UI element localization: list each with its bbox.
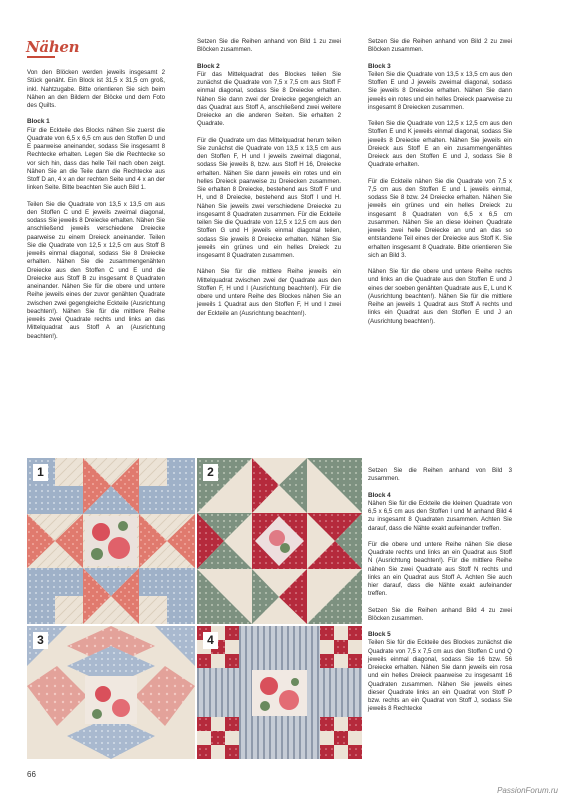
- block1-heading: Block 1: [27, 118, 50, 126]
- block4-paragraph-2: Für die obere und untere Reihe nähen Sie diese Quadrate rechts und links an ein Quadrat aus Stoff N (Ausrichtung beachten!). Für die mittlere Reihe nähen Sie zwei Quadrate aus Stoff N rechts und links an ein Quadrat aus Stoff A. Achten Sie auch hier darauf, dass die Nähte exakt aufeinander treffen.: [368, 540, 512, 598]
- quilt-block-photo-1: [27, 458, 195, 624]
- text-column-3: [368, 38, 512, 334]
- watermark: PassionForum.ru: [497, 786, 558, 795]
- block3-paragraph-2: Teilen Sie die Quadrate von 12,5 x 12,5 cm aus den Stoffen E und K jeweils einmal diagonal, sodass Sie jeweils 8 Dreiecke erhalten. Nähen Sie jeweils ein Dreieck aus Stoff E an ein zusammengenähtes Dreieck aus den Stoffen E und J, sodass Sie 8 Quadrate erhalten.: [368, 120, 512, 169]
- block2-paragraph-1: Für das Mittelquadrat des Blockes teilen Sie zunächst die Quadrate von 7,5 x 7,5 cm aus Stoff F einmal diagonal, sodass Sie 8 Dreiecke erhalten. Nähen Sie dann zwei der Dreiecke gegengleich an das Quadrat aus Stoff A, anschließend zwei weitere Dreiecke an die anderen Seiten. Sie erhalten 2 Quadrate.: [197, 70, 341, 128]
- block5-heading: Block 5: [368, 631, 391, 638]
- block2-closing: Setzen Sie die Reihen anhand von Bild 2 zu zwei Blöcken zusammen.: [368, 38, 512, 54]
- block1-closing: Setzen Sie die Reihen anhand von Bild 1 zu zwei Blöcken zusammen.: [197, 38, 341, 54]
- block3-paragraph-4: Nähen Sie für die obere und untere Reihe rechts und links an die Quadrate aus den Stoffen E und J eines der soeben genähten Quadrate aus E, L und K (Ausrichtung beachten!). Nähen Sie für die mittlere Reihe an jeweils 1 Quadrat aus Stoff A rechts und links ein Quadrat aus den Stoffen E und J an (Ausrichtung beachten!).: [368, 268, 512, 325]
- block5-paragraph-1: Teilen Sie für die Eckteile des Blockes zunächst die Quadrate von 7,5 x 7,5 cm aus den Stoffen C und Q jeweils einmal diagonal, sodass Sie 16 bzw. 56 Dreiecke erhalten. Nähen Sie dann jeweils ein rosa und ein helles Dreieck paarweise zu insgesamt 16 Quadraten zusammen. Nähen Sie jeweils eines dieser Quadrate links an ein Quadrat von Stoff P bzw. rechts an ein Quadrat von Stoff J, sodass Sie jeweils 8 Rechtecke: [368, 639, 512, 713]
- quilt-block-photo-3: [27, 626, 195, 759]
- block2-paragraph-2: Für die Quadrate um das Mittelquadrat herum teilen Sie zunächst die Quadrate von 13,5 x 13,5 cm aus den Stoffen F, H und I jeweils zweimal diagonal, sodass Sie jeweils 8, bzw. aus Stoff H 16, Dreiecke erhalten. Nähen Sie dann jeweils ein rotes und ein helles Dreieck paarweise zu Dreiecken zusammen. Sie erhalten 8 Dreiecke, bestehend aus Stoff F und H, und 8 Dreiecke, bestehend aus Stoff I und H. Nähen Sie jeweils zwei verschiedene Dreiecke zu insgesamt 8 Quadraten zusammen. Für die Eckteile teilen Sie die Quadrate von 12,5 x 12,5 cm aus den Stoffen G und H jeweils einmal diagonal teilen, sodass Sie jeweils 8 Dreiecke erhalten. Nähen Sie jeweils ein grünes und ein helles Dreieck zu insgesamt 8 Quadraten zusammen.: [197, 136, 341, 259]
- block4-heading: Block 4: [368, 491, 391, 499]
- block3-heading: Block 3: [368, 62, 391, 70]
- block3-closing: Setzen Sie die Reihen anhand von Bild 3 zusammen.: [368, 467, 512, 483]
- block4-paragraph-1: Nähen Sie für die Eckteile die kleinen Quadrate von 6,5 x 6,5 cm aus den Stoffen I und M anhand Bild 4 zu insgesamt 8 Quadraten zusammen. Achten Sie darauf, dass die Nähte exakt aufeinander treffen.: [368, 499, 512, 532]
- block3-paragraph-3: Für die Eckteile nähen Sie die Quadrate von 7,5 x 7,5 cm aus den Stoffen E und L jeweils einmal, sodass Sie 8 bzw. 24 Dreiecke erhalten. Nähen Sie jeweils ein grünes und ein helles Dreieck zu insgesamt 8 Quadraten von 6,5 x 6,5 cm zusammen. Nähen Sie an diese kleinen Quadrate jeweils zwei helle Dreiecke an und an das so entstandene Teil eines der Dreiecke aus Stoff K. Sie erhalten insgesamt 8 Quadrate. Bitte orientieren Sie sich an Bild 3.: [368, 177, 512, 259]
- title-underline: [27, 56, 55, 58]
- text-column-3-lower: [368, 467, 512, 722]
- intro-paragraph: Von den Blöcken werden jeweils insgesamt 2 Stück genäht. Ein Block ist 31,5 x 31,5 cm groß, inkl. Nahtzugabe. Bitte orientieren Sie sich beim Nähen an den Bildern der Blöcke und dem Foto des Quilts.: [27, 69, 165, 109]
- block1-paragraph-1: Für die Eckteile des Blocks nähen Sie zuerst die Quadrate von 6,5 x 6,5 cm aus den Stoffen D und E paarweise aneinander, sodass Sie insgesamt 8 Rechtecke erhalten. Legen Sie die Rechtecke so vor sich hin, dass das helle Teil nach oben zeigt. Nähen Sie an die Teile dann die Rechtecke aus Stoff D an, 4 x an der rechten Seite und 4 x an der linken Seite. Bitte beachten Sie auch Bild 1.: [27, 126, 165, 192]
- block4-closing: Setzen Sie die Reihen anhand Bild 4 zu zwei Blöcken zusammen.: [368, 606, 512, 622]
- photo-label-3: 3: [33, 632, 48, 649]
- block2-paragraph-3: Nähen Sie für die mittlere Reihe jeweils ein Mittelquadrat zwischen zwei der Quadrate aus den Stoffen F, H und I (Ausrichtung beachten!). Für die obere und untere Reihe des Blockes nähen Sie an jeweils 1 Quadrat aus den Stoffen F, H und I zwei der Eckteile an (Ausrichtung beachten!).: [197, 268, 341, 317]
- photo-label-1: 1: [33, 464, 48, 481]
- block3-paragraph-1: Teilen Sie die Quadrate von 13,5 x 13,5 cm aus den Stoffen E und J jeweils zweimal diagonal, sodass Sie jeweils 8 Dreiecke erhalten. Nähen Sie dann jeweils ein rotes und ein helles Dreieck paarweise zu insgesamt 8 Dreiecken zusammen.: [368, 70, 512, 111]
- section-title: Nähen: [26, 38, 80, 56]
- block2-heading: Block 2: [197, 62, 220, 70]
- quilt-block-photo-4: [197, 626, 362, 759]
- text-column-1: [27, 69, 165, 349]
- photo-label-4: 4: [203, 632, 218, 649]
- photo-label-2: 2: [203, 464, 218, 481]
- block1-paragraph-2: Teilen Sie die Quadrate von 13,5 x 13,5 cm aus den Stoffen C und E jeweils zweimal diagonal, sodass Sie jeweils 8 Dreiecke erhalten. Nähen Sie anschließend jeweils verschiedene Dreiecke paarweise zu einem Dreieck aneinander. Teilen Sie die Quadrate von 12,5 x 12,5 cm aus Stoff B jeweils einmal diagonal, sodass Sie 8 Dreiecke erhalten. Nähen Sie die zusammengenähten Dreiecke aus den Stoffen C und E und die Dreiecke aus Stoff B zu insgesamt 8 Quadraten aneinander. Nähen Sie für die obere und untere Reihe jeweils eines der zuvor genähten Quadrate zwischen zwei gegengleiche Eckteile (Ausrichtung beachten!). Nähen Sie für die mittlere Reihe jeweils zwei Quadrate rechts und links an das Mittelquadrat aus Stoff A an (Ausrichtung beachten!).: [27, 200, 165, 340]
- page-number: 66: [27, 770, 36, 779]
- quilt-block-photo-2: [197, 458, 362, 624]
- text-column-2: [197, 38, 341, 326]
